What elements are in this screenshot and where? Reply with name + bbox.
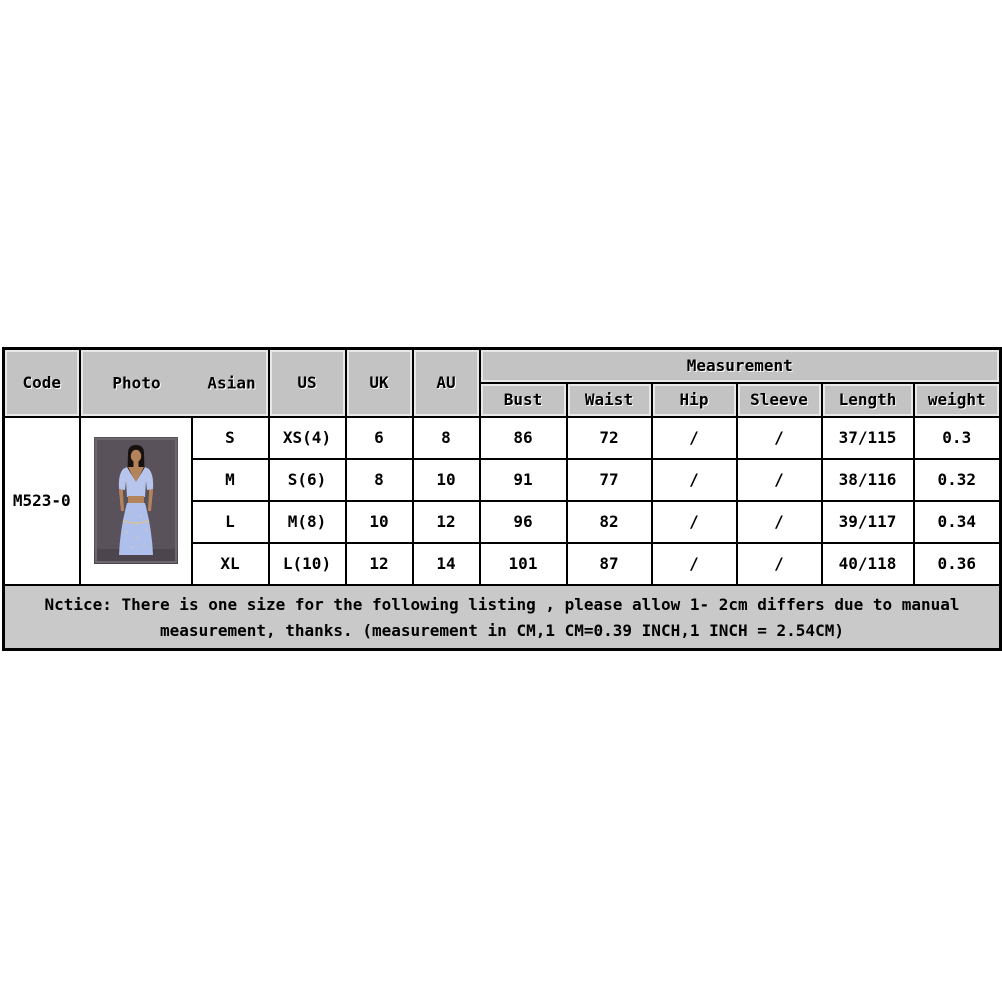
header-uk: UK — [346, 349, 413, 417]
cell-waist: 82 — [567, 501, 652, 543]
header-us: US — [269, 349, 346, 417]
cell-uk: 12 — [346, 543, 413, 585]
cell-hip: / — [652, 459, 737, 501]
cell-au: 8 — [413, 417, 480, 459]
cell-length: 39/117 — [822, 501, 914, 543]
header-code: Code — [4, 349, 80, 417]
cell-length: 40/118 — [822, 543, 914, 585]
cell-au: 14 — [413, 543, 480, 585]
cell-weight: 0.3 — [914, 417, 1001, 459]
cell-sleeve: / — [737, 501, 822, 543]
header-weight: weight — [914, 383, 1001, 417]
cell-bust: 91 — [480, 459, 567, 501]
code-value: M523-0 — [4, 417, 80, 585]
notice-text — [4, 585, 1001, 650]
cell-uk: 10 — [346, 501, 413, 543]
cell-sleeve: / — [737, 417, 822, 459]
cell-asian: XL — [192, 543, 269, 585]
cell-hip: / — [652, 543, 737, 585]
cell-us: M(8) — [269, 501, 346, 543]
notice-label: Nctice: — [44, 594, 112, 614]
header-photo-asian — [80, 349, 269, 417]
notice-body: There is one size for the following listing , please allow 1- 2cm differs due to manual measurement, thanks. (measurement in CM,1 CM=0.39 INCH,1 INCH = 2.54CM) — [111, 594, 960, 640]
cell-asian: S — [192, 417, 269, 459]
cell-length: 38/116 — [822, 459, 914, 501]
cell-length: 37/115 — [822, 417, 914, 459]
cell-waist: 87 — [567, 543, 652, 585]
cell-bust: 86 — [480, 417, 567, 459]
cell-us: XS(4) — [269, 417, 346, 459]
header-au: AU — [413, 349, 480, 417]
cell-asian: L — [192, 501, 269, 543]
size-chart-table — [2, 347, 1002, 651]
cell-weight: 0.32 — [914, 459, 1001, 501]
header-photo: Photo — [112, 373, 161, 393]
cell-au: 12 — [413, 501, 480, 543]
header-hip: Hip — [652, 383, 737, 417]
header-measurement: Measurement — [480, 349, 1001, 383]
cell-uk: 6 — [346, 417, 413, 459]
product-photo — [94, 437, 178, 564]
header-waist: Waist — [567, 383, 652, 417]
cell-hip: / — [652, 501, 737, 543]
cell-weight: 0.36 — [914, 543, 1001, 585]
cell-sleeve: / — [737, 543, 822, 585]
product-photo-cell — [80, 417, 192, 585]
cell-uk: 8 — [346, 459, 413, 501]
table-row — [4, 417, 1001, 459]
cell-bust: 101 — [480, 543, 567, 585]
cell-waist: 77 — [567, 459, 652, 501]
cell-weight: 0.34 — [914, 501, 1001, 543]
cell-hip: / — [652, 417, 737, 459]
cell-us: S(6) — [269, 459, 346, 501]
cell-waist: 72 — [567, 417, 652, 459]
header-sleeve: Sleeve — [737, 383, 822, 417]
cell-asian: M — [192, 459, 269, 501]
header-asian: Asian — [207, 373, 256, 393]
cell-bust: 96 — [480, 501, 567, 543]
cell-us: L(10) — [269, 543, 346, 585]
header-length: Length — [822, 383, 914, 417]
cell-au: 10 — [413, 459, 480, 501]
cell-sleeve: / — [737, 459, 822, 501]
header-bust: Bust — [480, 383, 567, 417]
